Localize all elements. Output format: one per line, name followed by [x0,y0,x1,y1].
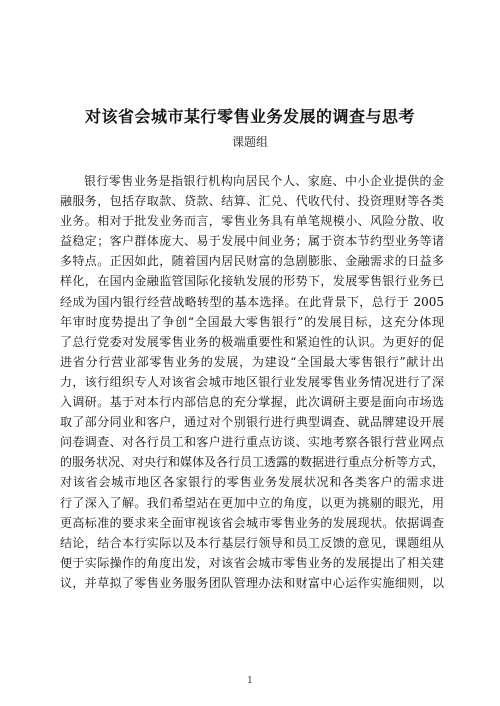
paragraph-line: 样化，在国内金融监管国际化接轨发展的形势下，发展零售银行业务已 [60,274,444,289]
paragraph-line: 银行零售业务是指银行机构向居民个人、家庭、中小企业提供的金 [84,174,444,188]
paragraph-line: 业务。相对于批发业务而言，零售业务具有单笔规模小、风险分散、收 [60,214,444,229]
document-title: 对该省会城市某行零售业务发展的调查与思考 [84,107,415,126]
body-paragraph [60,171,444,593]
paragraph-line: 入调研。基于对本行内部信息的充分掌握，此次调研主要是面向市场选 [60,395,444,410]
paragraph-line: 了总行党委对发展零售业务的极端重要性和紧迫性的认识。为更好的促 [60,334,444,349]
paragraph-line: 经成为国内银行经营战略转型的基本选择。在此背景下，总行于 2005 [60,294,444,309]
paragraph-line: 取了部分同业和客户，通过对个别银行进行典型调查、就品牌建设开展 [60,415,444,430]
paragraph-line: 行了深入了解。我们希望站在更加中立的角度，以更为挑剔的眼光，用 [60,495,444,510]
paragraph-line: 问卷调查、对各行员工和客户进行重点访谈、实地考察各银行营业网点 [60,435,444,450]
paragraph-line: 更高标准的要求来全面审视该省会城市零售业务的发展现状。依据调查 [60,515,444,530]
page-number: 1 [247,676,253,686]
paragraph-line: 的服务状况、对央行和媒体及各行员工透露的数据进行重点分析等方式， [60,455,444,470]
paragraph-line: 便于实际操作的角度出发，对该省会城市零售业务的发展提出了相关建 [60,555,444,570]
paragraph-line: 益稳定；客户群体庞大、易于发展中间业务；属于资本节约型业务等诸 [60,234,444,249]
paragraph-line: 力，该行组织专人对该省会城市地区银行业发展零售业务情况进行了深 [60,374,444,389]
paragraph-line: 融服务，包括存取款、贷款、结算、汇兑、代收代付、投资理财等各类 [60,194,444,209]
paragraph-line: 议，并草拟了零售业务服务团队管理办法和财富中心运作实施细则，以 [60,575,444,590]
paragraph-line: 年审时度势提出了争创“全国最大零售银行”的发展目标，这充分体现 [60,314,444,329]
paragraph-line: 对该省会城市地区各家银行的零售业务发展状况和各类客户的需求进 [60,475,444,490]
paragraph-line: 进省分行营业部零售业务的发展，为建设“全国最大零售银行”献计出 [60,354,444,369]
document-author: 课题组 [231,135,268,149]
paragraph-line: 结论，结合本行实际以及本行基层行领导和员工反馈的意见，课题组从 [60,535,444,550]
paragraph-line: 多特点。正因如此，随着国内居民财富的急剧膨胀、金融需求的日益多 [60,254,444,269]
